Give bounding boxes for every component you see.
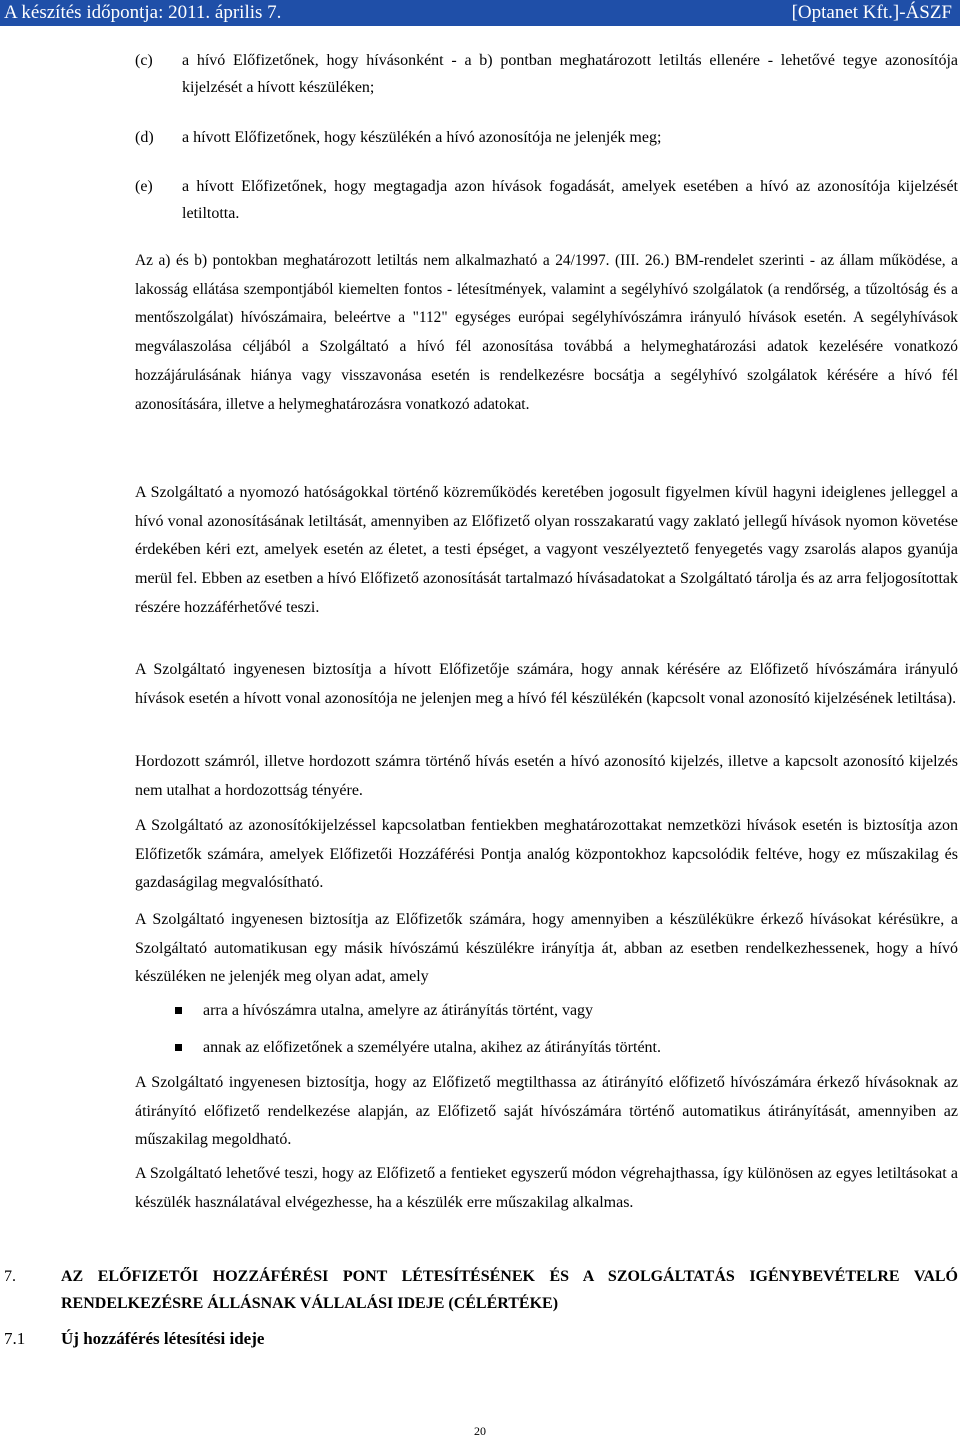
page-header-bar bbox=[0, 0, 960, 26]
page-number: 20 bbox=[474, 1424, 486, 1438]
paragraph-nemzetkozi: A Szolgáltató az azonosítókijelzéssel kapcsolatban fentiekben meghatározottakat nemzetközi hívások esetén is biztosítja azon Előfizetők számára, amelyek Előfizetői Hozzáférési Pontja analóg központokhoz kapcsolódik feltéve, hogy ez műszakilag és gazdaságilag megvalósítható. bbox=[135, 817, 958, 892]
list-item-text: a hívott Előfizetőnek, hogy készülékén a hívó azonosítója ne jelenjék meg; bbox=[182, 129, 662, 146]
list-item-label: (c) bbox=[135, 52, 153, 69]
bullet-text: arra a hívószámra utalna, amelyre az átirányítás történt, vagy bbox=[203, 1002, 594, 1019]
list-item-label: (d) bbox=[135, 129, 154, 146]
subsection-title: Új hozzáférés létesítési ideje bbox=[61, 1329, 265, 1348]
paragraph-letiltas: Az a) és b) pontokban meghatározott letiltás nem alkalmazható a 24/1997. (III. 26.) BM-rendelet szerinti - az állam működése, a lakosság ellátása szempontjából kiemelten fontos - létesítmények, valamint a segélyhívó szolgálatok (a rendőrség, a tűzoltóság és a mentőszolgálat) hívószámaira, beleértve a "112" egységes európai segélyhívószámra irányuló hívások esetén. A segélyhívások megválaszolása céljából a Szolgáltató a hívó fél azonosítása továbbá a helymeghatározási adatok kezelésére vonatkozó hozzájárulásának hiánya vagy visszavonása esetén is rendelkezésre bocsátja a segélyhívó szolgálatok kérésére a hívó fél azonosítására, illetve a helymeghatározásra vonatkozó adatokat. bbox=[135, 252, 958, 413]
section-number: 7. bbox=[4, 1268, 16, 1285]
paragraph-megtilthassa: A Szolgáltató ingyenesen biztosítja, hogy az Előfizető megtilthassa az átirányító előfizető hívószámára érkező hívásoknak az átirányító előfizető rendelkezése alapján, az Előfizető saját hívószámára történő automatikus átirányítását, amennyiben az műszakilag megoldható. bbox=[135, 1074, 958, 1149]
subsection-number: 7.1 bbox=[4, 1329, 26, 1348]
square-bullet-icon bbox=[175, 1044, 182, 1051]
list-item-text: a hívó Előfizetőnek, hogy hívásonként - a b) pontban meghatározott letiltás ellenére - lehetővé tegye azonosítója kijelzését a hívott készüléken; bbox=[182, 52, 958, 96]
paragraph-nyomozo: A Szolgáltató a nyomozó hatóságokkal történő közreműködés keretében jogosult figyelmen kívül hagyni ideiglenes jelleggel a hívó vonal azonosításának letiltását, amennyiben az Előfizető olyan rosszakaratú vagy zaklató jellegű hívások nyomon követése érdekében kéri ezt, amelyek esetén az életet, a testi épséget, a vagyont veszélyeztető fenyegetés vagy zsarolás alapos gyanúja merül fel. Ebben az esetben a hívó Előfizető azonosítását tartalmazó hívásadatokat a Szolgáltató tárolja és az arra feljogosítottak részére hozzáférhetővé teszi. bbox=[135, 484, 958, 616]
list-item-label: (e) bbox=[135, 178, 153, 195]
paragraph-hordozott: Hordozott számról, illetve hordozott számra történő hívás esetén a hívó azonosító kijelzés, illetve a kapcsolt azonosító kijelzés nem utalhat a hordozottság tényére. bbox=[135, 753, 958, 799]
header-company: [Optanet Kft.]-ÁSZF bbox=[791, 2, 952, 23]
paragraph-egyszeru-mod: A Szolgáltató lehetővé teszi, hogy az Előfizető a fentieket egyszerű módon végrehajthassa, így különösen az egyes letiltásokat a készülék használatával elvégezhesse, ha a készülék erre műszakilag alkalmas. bbox=[135, 1165, 958, 1211]
bullet-text: annak az előfizetőnek a személyére utalna, akihez az átirányítás történt. bbox=[203, 1039, 661, 1056]
paragraph-atiranyitas: A Szolgáltató ingyenesen biztosítja az Előfizetők számára, hogy amennyiben a készülékükre érkező hívásokat kérésükre, a Szolgáltató automatikusan egy másik hívószámú készülékre irányítja át, abban az esetben rendelkezhessenek, hogy a hívó készüléken ne jelenjék meg olyan adat, amely bbox=[135, 911, 958, 986]
square-bullet-icon bbox=[175, 1007, 182, 1014]
list-item-text: a hívott Előfizetőnek, hogy megtagadja azon hívások fogadását, amelyek esetében a hívó az azonosítója kijelzését letiltotta. bbox=[182, 178, 958, 222]
section-title: AZ ELŐFIZETŐI HOZZÁFÉRÉSI PONT LÉTESÍTÉSÉNEK ÉS A SZOLGÁLTATÁS IGÉNYBEVÉTELRE VALÓ RENDELKEZÉSRE ÁLLÁSNAK VÁLLALÁSI IDEJE (CÉLÉRTÉKE) bbox=[61, 1268, 958, 1312]
paragraph-kapcsolt-vonal: A Szolgáltató ingyenesen biztosítja a hívott Előfizetője számára, hogy annak kérésére az Előfizető hívószámára irányuló hívások esetén a hívott vonal azonosítója ne jelenjen meg a hívó fél készülékén (kapcsolt vonal azonosító kijelzésének letiltása). bbox=[135, 661, 958, 707]
header-date: A készítés időpontja: 2011. április 7. bbox=[4, 2, 282, 23]
